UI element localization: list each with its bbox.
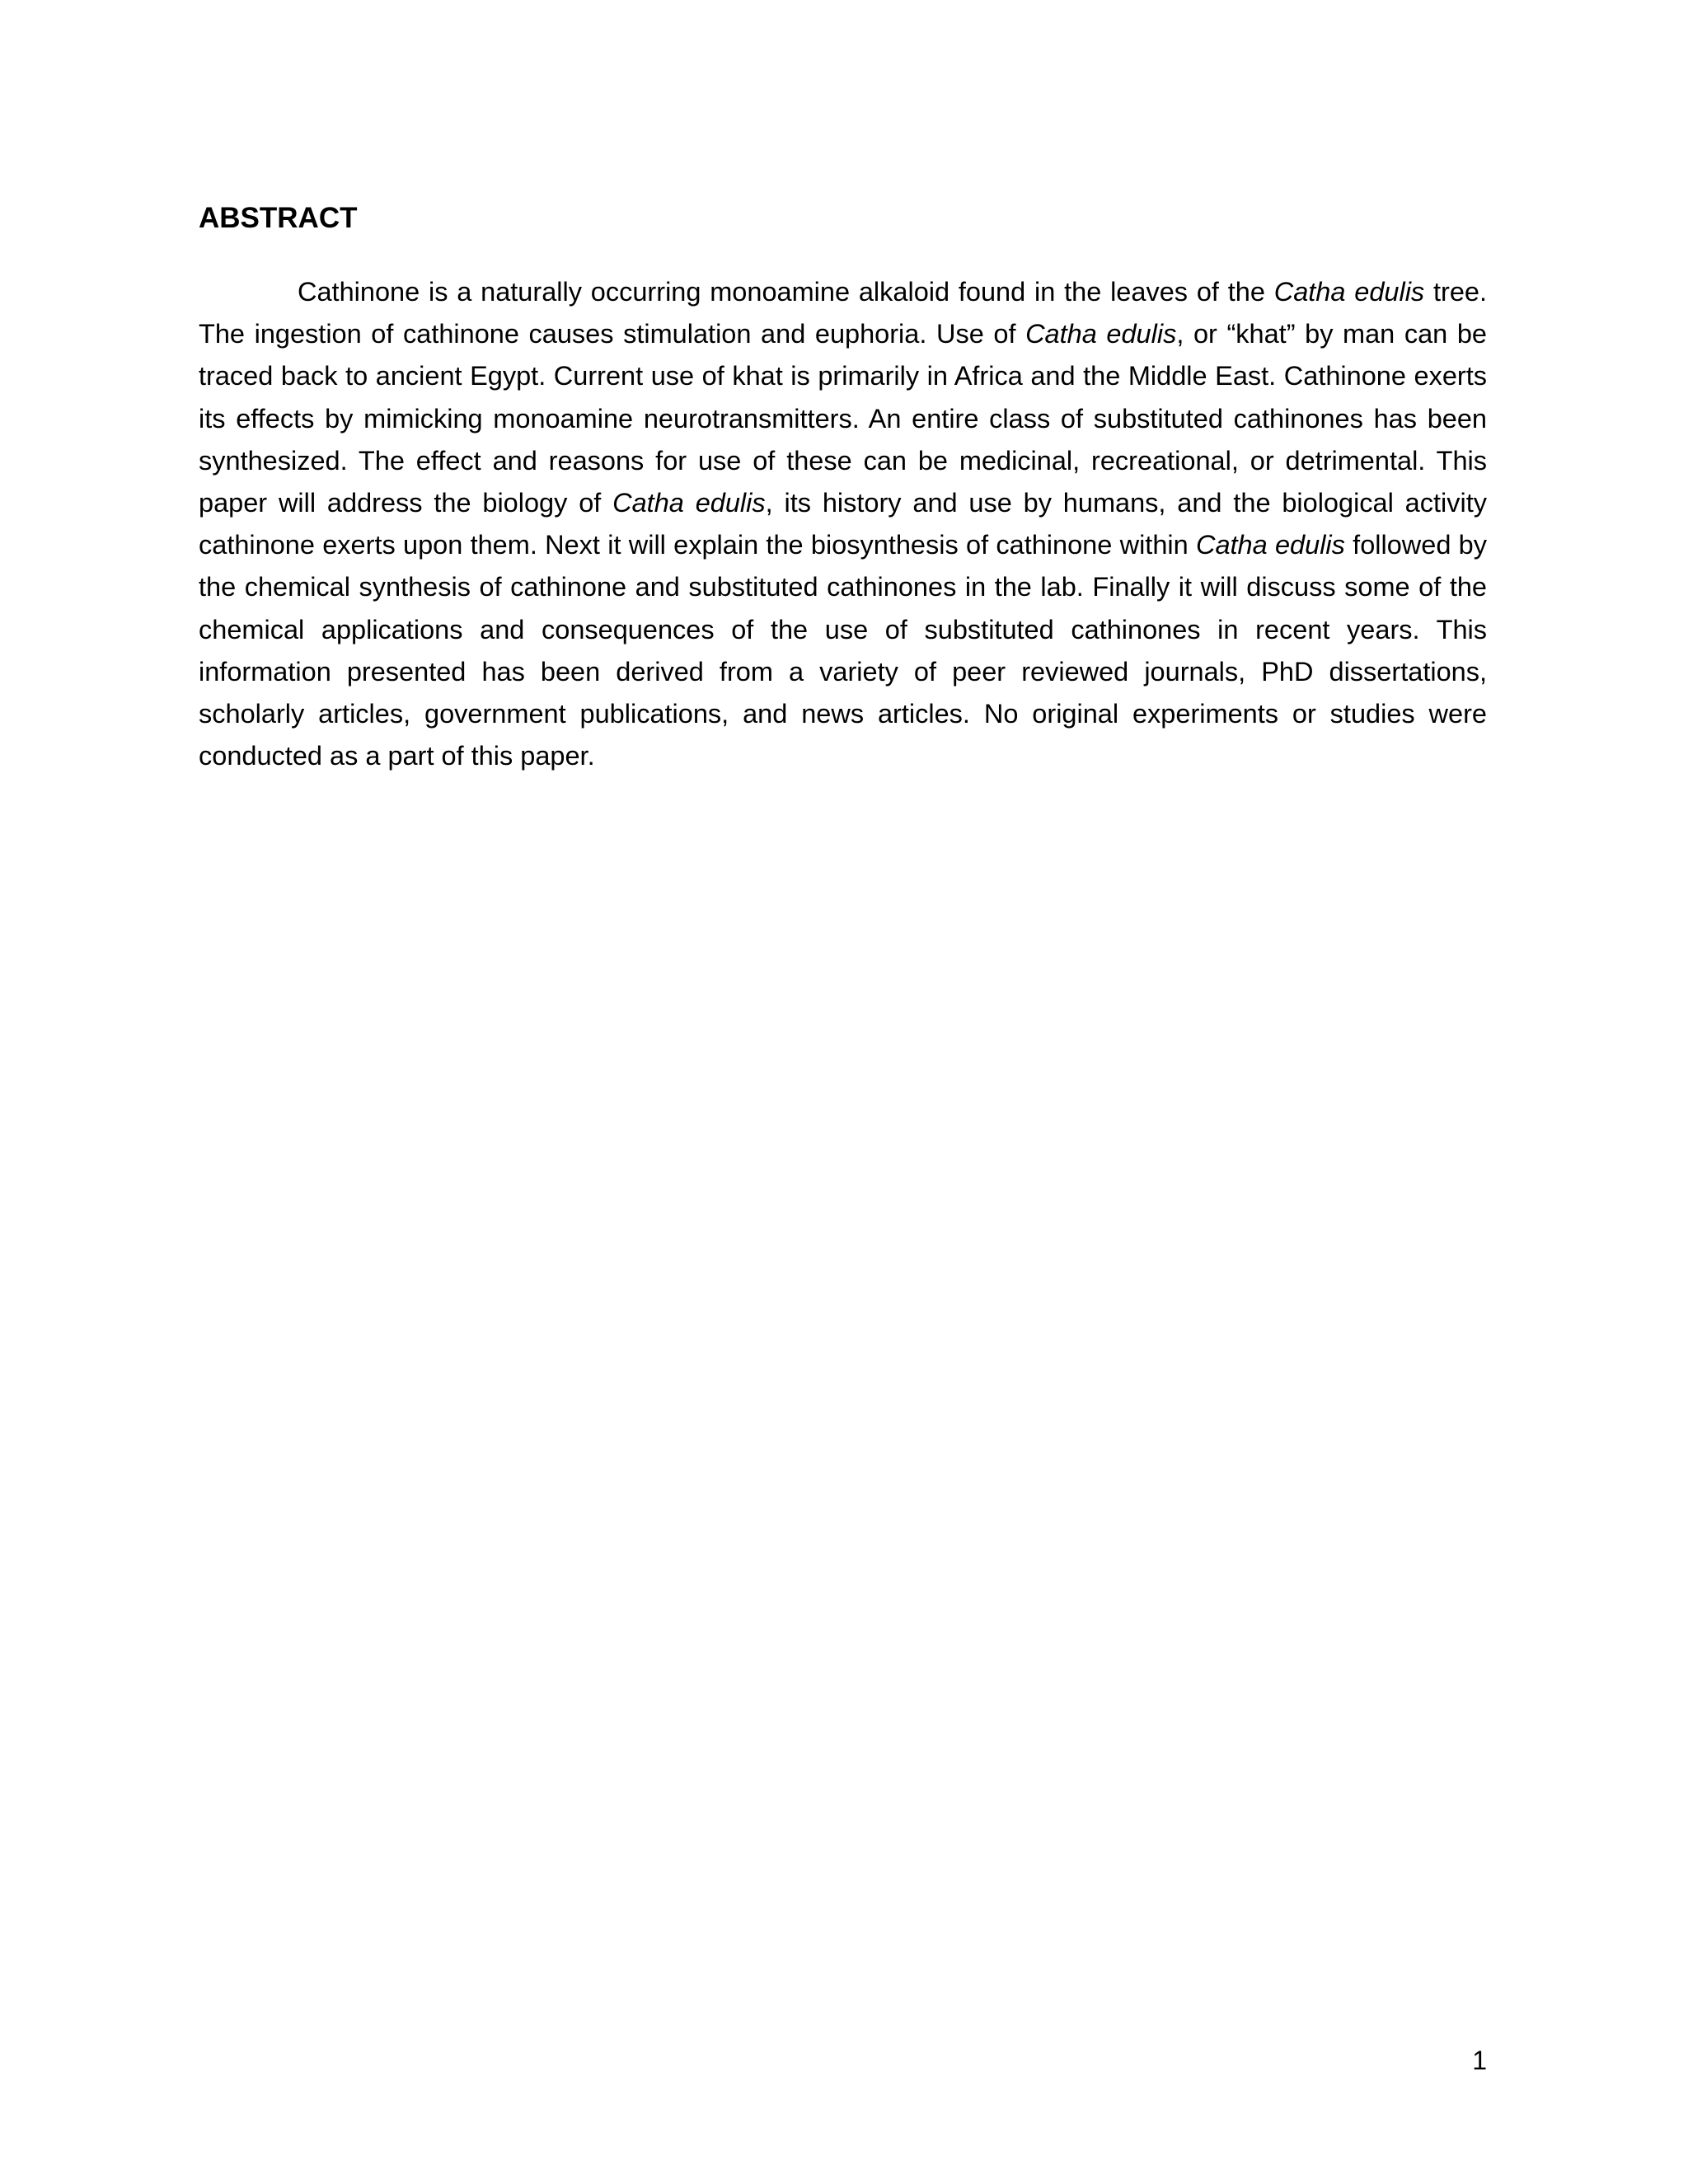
abstract-paragraph bbox=[199, 271, 1487, 777]
page-number: 1 bbox=[1472, 2046, 1487, 2075]
species-name-italic: Catha edulis bbox=[1195, 530, 1345, 560]
abstract-text: Cathinone is a naturally occurring monoamine alkaloid found in the leaves of the bbox=[298, 277, 1274, 307]
species-name-italic: Catha edulis bbox=[612, 488, 766, 518]
abstract-text: , or “khat” by man can be traced back to ancient Egypt. Current use of khat is primarily in Africa and the Middle East. Cathinone exerts its effects by mimicking monoamine neurotransmitters. An entire class of substituted cathinones has been synthesized. The effect and reasons for use of these can be medicinal, recreational, or detrimental. This paper will address the biology of bbox=[199, 319, 1488, 518]
abstract-text: tree. The ingestion of cathinone causes stimulation and euphoria. Use of bbox=[199, 277, 1488, 349]
species-name-italic: Catha edulis bbox=[1273, 277, 1425, 307]
species-name-italic: Catha edulis bbox=[1025, 319, 1177, 349]
abstract-heading: ABSTRACT bbox=[199, 202, 358, 234]
abstract-text: followed by the chemical synthesis of cathinone and substituted cathinones in the lab. Finally it will discuss some of the chemical applications and consequences of the use of substituted cathinones in recent years. This information presented has been derived from a variety of peer reviewed journals, PhD dissertations, scholarly articles, government publications, and news articles. No original experiments or studies were conducted as a part of this paper. bbox=[199, 530, 1488, 771]
abstract-text: , its history and use by humans, and the biological activity cathinone exerts upon them. Next it will explain the biosynthesis of cathinone within bbox=[199, 488, 1488, 560]
